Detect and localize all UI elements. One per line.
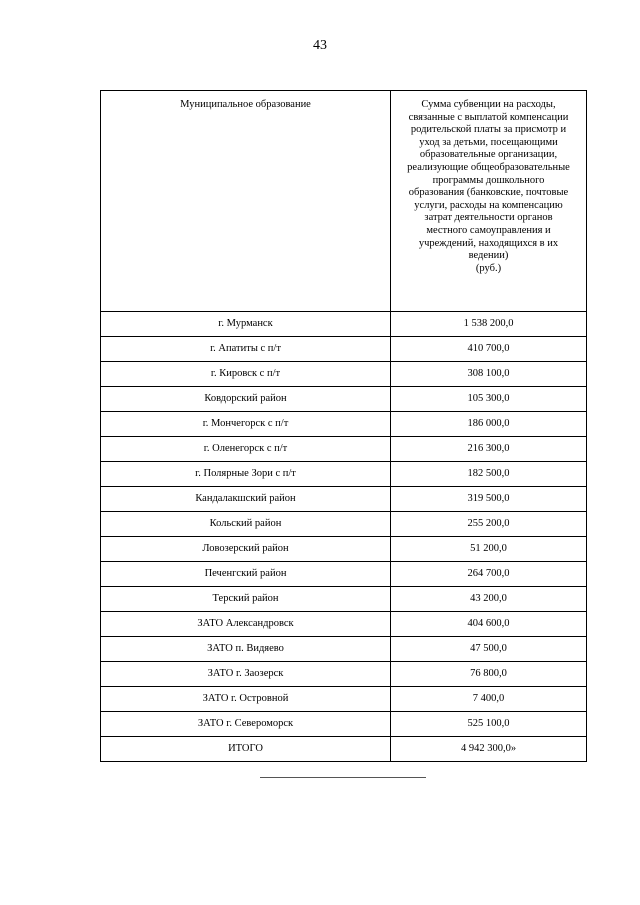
table-row [101, 337, 587, 362]
table-row [101, 462, 587, 487]
cell-amount: 319 500,0 [391, 487, 587, 512]
table-row [101, 587, 587, 612]
table-row [101, 612, 587, 637]
cell-municipality: Печенгский район [101, 562, 391, 587]
cell-municipality: Ловозерский район [101, 537, 391, 562]
subvention-table [100, 90, 587, 762]
cell-amount: 264 700,0 [391, 562, 587, 587]
cell-amount: 308 100,0 [391, 362, 587, 387]
cell-municipality: ЗАТО п. Видяево [101, 637, 391, 662]
cell-municipality: Кандалакшский район [101, 487, 391, 512]
cell-municipality: г. Полярные Зори с п/т [101, 462, 391, 487]
table-total-row [101, 737, 587, 762]
header-amount-line: ведении) [468, 250, 509, 262]
cell-total-amount: 4 942 300,0» [391, 737, 587, 762]
cell-municipality: г. Кировск с п/т [101, 362, 391, 387]
cell-municipality: Кольский район [101, 512, 391, 537]
header-amount-line: (руб.) [475, 262, 502, 274]
table-row [101, 562, 587, 587]
header-municipality: Муниципальное образование [101, 91, 391, 312]
table-row [101, 412, 587, 437]
header-amount-line: родительской платы за присмотр и [410, 124, 567, 136]
header-amount-line: образовательные организации, [419, 149, 558, 161]
cell-amount: 255 200,0 [391, 512, 587, 537]
cell-municipality: г. Апатиты с п/т [101, 337, 391, 362]
table-row [101, 312, 587, 337]
cell-amount: 76 800,0 [391, 662, 587, 687]
cell-amount: 51 200,0 [391, 537, 587, 562]
header-amount [391, 91, 587, 312]
header-amount-line: реализующие общеобразовательные [407, 161, 570, 173]
header-amount-line: уход за детьми, посещающими [419, 136, 558, 148]
table-row [101, 687, 587, 712]
cell-amount: 525 100,0 [391, 712, 587, 737]
cell-municipality: г. Оленегорск с п/т [101, 437, 391, 462]
table-row [101, 637, 587, 662]
cell-amount: 105 300,0 [391, 387, 587, 412]
header-amount-line: услуги, расходы на компенсацию [414, 199, 563, 211]
cell-amount: 404 600,0 [391, 612, 587, 637]
header-amount-line: связанные с выплатой компенсации [408, 111, 569, 123]
header-amount-line: затрат деятельности органов [424, 212, 553, 224]
header-amount-line: программы дошкольного [432, 174, 545, 186]
footer-divider [260, 777, 426, 778]
table-row [101, 512, 587, 537]
cell-amount: 47 500,0 [391, 637, 587, 662]
table-body [101, 91, 587, 762]
cell-municipality: г. Мончегорск с п/т [101, 412, 391, 437]
header-amount-line: учреждений, находящихся в их [418, 237, 559, 249]
cell-municipality: Ковдорский район [101, 387, 391, 412]
cell-amount: 43 200,0 [391, 587, 587, 612]
table-row [101, 537, 587, 562]
cell-municipality: Терский район [101, 587, 391, 612]
table-row [101, 662, 587, 687]
table-header-row [101, 91, 587, 312]
cell-amount: 1 538 200,0 [391, 312, 587, 337]
cell-municipality: ЗАТО г. Островной [101, 687, 391, 712]
page-number: 43 [313, 38, 327, 53]
cell-amount: 7 400,0 [391, 687, 587, 712]
cell-amount: 182 500,0 [391, 462, 587, 487]
cell-amount: 410 700,0 [391, 337, 587, 362]
table-row [101, 437, 587, 462]
cell-municipality: ЗАТО г. Заозерск [101, 662, 391, 687]
header-amount-line: местного самоуправления и [426, 224, 551, 236]
cell-amount: 216 300,0 [391, 437, 587, 462]
cell-total-label: ИТОГО [101, 737, 391, 762]
cell-municipality: ЗАТО Александровск [101, 612, 391, 637]
cell-municipality: ЗАТО г. Североморск [101, 712, 391, 737]
cell-amount: 186 000,0 [391, 412, 587, 437]
cell-municipality: г. Мурманск [101, 312, 391, 337]
table-row [101, 487, 587, 512]
header-amount-line: Сумма субвенции на расходы, [421, 99, 556, 110]
table-row [101, 387, 587, 412]
table-row [101, 362, 587, 387]
table-row [101, 712, 587, 737]
header-amount-line: образования (банковские, почтовые [408, 187, 569, 199]
